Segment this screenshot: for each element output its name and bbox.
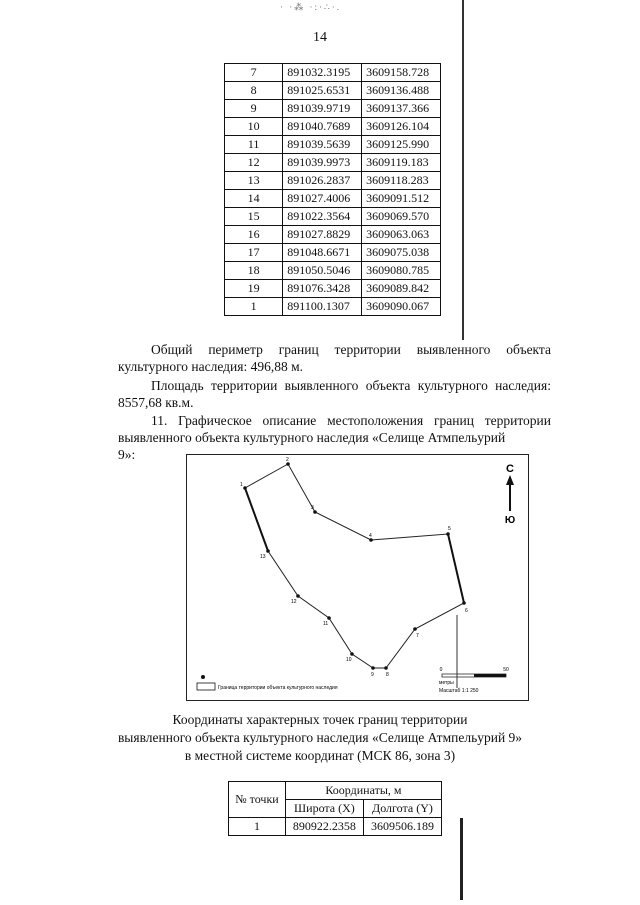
table-row bbox=[225, 172, 441, 190]
scale-max: 50 bbox=[503, 667, 509, 673]
boundary-point-marker bbox=[350, 652, 354, 656]
longitude-cell: 3609506.189 bbox=[363, 818, 441, 836]
boundary-point-marker bbox=[413, 627, 417, 631]
boundary-points bbox=[240, 457, 468, 678]
table-row bbox=[225, 64, 441, 82]
table-row bbox=[225, 226, 441, 244]
longitude-cell: 3609075.038 bbox=[362, 244, 441, 262]
table-row bbox=[225, 298, 441, 316]
north-arrow-head bbox=[506, 475, 514, 485]
perimeter-line-1: Общий периметр границ территории выявленного объекта bbox=[151, 342, 551, 357]
latitude-cell: 891039.9973 bbox=[283, 154, 362, 172]
latitude-cell: 891040.7689 bbox=[283, 118, 362, 136]
caption-line-1: Координаты характерных точек границ территории bbox=[172, 712, 468, 727]
point-number-cell: 18 bbox=[225, 262, 283, 280]
boundary-point-label: 12 bbox=[291, 599, 297, 605]
latitude-cell: 891039.5639 bbox=[283, 136, 362, 154]
table-row bbox=[225, 262, 441, 280]
boundary-point-marker bbox=[462, 601, 466, 605]
table-row bbox=[225, 190, 441, 208]
longitude-cell: 3609069.570 bbox=[362, 208, 441, 226]
point-number-cell: 1 bbox=[229, 818, 286, 836]
table-row bbox=[225, 82, 441, 100]
margin-rule-bottom bbox=[460, 818, 463, 900]
point-number-cell: 17 bbox=[225, 244, 283, 262]
table-row bbox=[225, 208, 441, 226]
point-number-cell: 19 bbox=[225, 280, 283, 298]
boundary-point-label: 10 bbox=[346, 657, 352, 663]
table-row bbox=[229, 818, 442, 836]
caption-line-2: выявленного объекта культурного наследия «Селище Атмпельурий 9» bbox=[117, 730, 523, 745]
latitude-cell: 890922.2358 bbox=[285, 818, 363, 836]
longitude-cell: 3609136.488 bbox=[362, 82, 441, 100]
margin-rule bbox=[462, 0, 464, 340]
longitude-cell: 3609089.842 bbox=[362, 280, 441, 298]
latitude-cell: 891039.9719 bbox=[283, 100, 362, 118]
longitude-cell: 3609137.366 bbox=[362, 100, 441, 118]
latitude-cell: 891022.3564 bbox=[283, 208, 362, 226]
point-number-cell: 1 bbox=[225, 298, 283, 316]
point-number-cell: 13 bbox=[225, 172, 283, 190]
boundary-point-marker bbox=[446, 532, 450, 536]
boundary-bold-edge-east bbox=[448, 534, 464, 603]
longitude-cell: 3609118.283 bbox=[362, 172, 441, 190]
latitude-cell: 891027.8829 bbox=[283, 226, 362, 244]
longitude-cell: 3609126.104 bbox=[362, 118, 441, 136]
boundary-point-label: 8 bbox=[386, 672, 389, 678]
boundary-map bbox=[186, 454, 529, 701]
legend-point-icon bbox=[201, 675, 205, 679]
table-row bbox=[225, 136, 441, 154]
scale-zero: 0 bbox=[439, 667, 443, 673]
header-latitude: Широта (X) bbox=[285, 800, 363, 818]
point-number-cell: 10 bbox=[225, 118, 283, 136]
boundary-map-svg bbox=[187, 455, 528, 700]
longitude-cell: 3609063.063 bbox=[362, 226, 441, 244]
boundary-point-marker bbox=[327, 616, 331, 620]
header-coordinates: Координаты, м bbox=[285, 782, 441, 800]
perimeter-line-2: культурного наследия: 496,88 м. bbox=[118, 359, 304, 374]
table-row bbox=[225, 280, 441, 298]
table-row bbox=[225, 118, 441, 136]
longitude-cell: 3609090.067 bbox=[362, 298, 441, 316]
north-label: С bbox=[506, 463, 514, 475]
legend-text: Граница территории объекта культурного наследия bbox=[218, 685, 338, 691]
boundary-point-label: 4 bbox=[369, 533, 372, 539]
point-number-cell: 8 bbox=[225, 82, 283, 100]
scale-unit: метры bbox=[439, 680, 454, 686]
point-number-cell: 11 bbox=[225, 136, 283, 154]
scale-bar-fill bbox=[474, 674, 506, 677]
boundary-point-label: 3 bbox=[311, 505, 314, 511]
boundary-point-label: 1 bbox=[240, 482, 243, 488]
latitude-cell: 891100.1307 bbox=[283, 298, 362, 316]
boundary-point-marker bbox=[384, 666, 388, 670]
boundary-point-label: 5 bbox=[448, 526, 451, 532]
latitude-cell: 891026.2837 bbox=[283, 172, 362, 190]
boundary-point-marker bbox=[266, 549, 270, 553]
point-number-cell: 12 bbox=[225, 154, 283, 172]
scan-specks: · ·⁂ ·:·∴·. bbox=[280, 2, 341, 12]
latitude-cell: 891025.6531 bbox=[283, 82, 362, 100]
point-number-cell: 16 bbox=[225, 226, 283, 244]
longitude-cell: 3609080.785 bbox=[362, 262, 441, 280]
coordinates-table-msk86 bbox=[228, 781, 442, 836]
legend-boundary-swatch bbox=[197, 683, 215, 690]
header-point-number: № точки bbox=[229, 782, 286, 818]
boundary-point-label: 13 bbox=[260, 554, 266, 560]
boundary-point-label: 9 bbox=[371, 672, 374, 678]
boundary-point-marker bbox=[296, 594, 300, 598]
table-row bbox=[225, 100, 441, 118]
boundary-bold-edge-west bbox=[245, 488, 268, 551]
boundary-point-marker bbox=[243, 486, 247, 490]
latitude-cell: 891076.3428 bbox=[283, 280, 362, 298]
section-11-line-1: 11. Графическое описание местоположения границ территории bbox=[151, 413, 551, 428]
longitude-cell: 3609091.512 bbox=[362, 190, 441, 208]
boundary-polyline bbox=[245, 464, 464, 668]
longitude-cell: 3609158.728 bbox=[362, 64, 441, 82]
area-line-1: Площадь территории выявленного объекта культурного наследия: bbox=[151, 378, 551, 393]
area-line-2: 8557,68 кв.м. bbox=[118, 395, 194, 410]
point-number-cell: 7 bbox=[225, 64, 283, 82]
longitude-cell: 3609125.990 bbox=[362, 136, 441, 154]
table-row bbox=[225, 154, 441, 172]
header-longitude: Долгота (Y) bbox=[363, 800, 441, 818]
point-number-cell: 9 bbox=[225, 100, 283, 118]
boundary-point-label: 7 bbox=[416, 633, 419, 639]
longitude-cell: 3609119.183 bbox=[362, 154, 441, 172]
south-label: Ю bbox=[504, 515, 516, 526]
boundary-point-label: 2 bbox=[286, 457, 289, 463]
table-row bbox=[225, 244, 441, 262]
section-11-line-2: выявленного объекта культурного наследия «Селище Атмпельурий 9»: bbox=[118, 430, 506, 462]
point-number-cell: 15 bbox=[225, 208, 283, 226]
page-number: 14 bbox=[313, 30, 327, 45]
boundary-point-label: 6 bbox=[465, 608, 468, 614]
latitude-cell: 891050.5046 bbox=[283, 262, 362, 280]
boundary-point-marker bbox=[371, 666, 375, 670]
scale-ratio: Масштаб 1:1 250 bbox=[439, 688, 479, 694]
latitude-cell: 891032.3195 bbox=[283, 64, 362, 82]
latitude-cell: 891048.6671 bbox=[283, 244, 362, 262]
latitude-cell: 891027.4006 bbox=[283, 190, 362, 208]
boundary-point-label: 11 bbox=[323, 621, 329, 627]
caption-line-3: в местной системе координат (МСК 86, зона 3) bbox=[184, 748, 456, 763]
coordinates-table-continued bbox=[224, 63, 441, 316]
point-number-cell: 14 bbox=[225, 190, 283, 208]
